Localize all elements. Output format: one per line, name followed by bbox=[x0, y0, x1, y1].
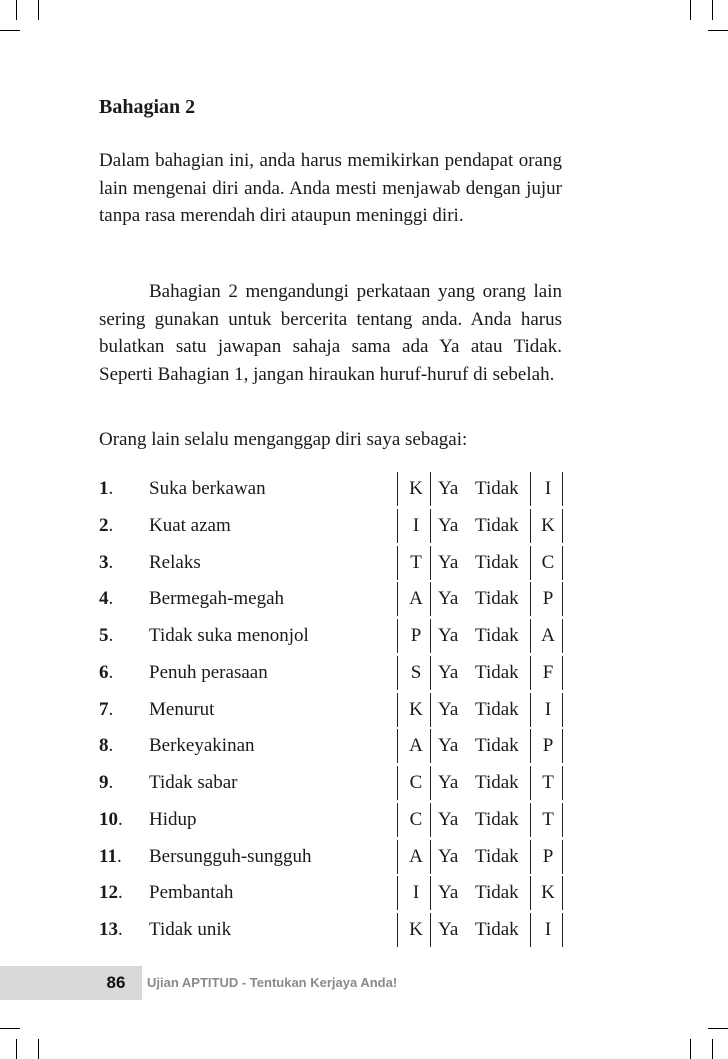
list-item bbox=[99, 733, 569, 759]
item-label: Penuh perasaan bbox=[149, 661, 268, 683]
list-item bbox=[99, 586, 569, 612]
item-label: Tidak unik bbox=[149, 919, 232, 940]
answer-tidak[interactable]: Tidak bbox=[475, 661, 519, 683]
answer-tidak[interactable]: Tidak bbox=[475, 772, 519, 793]
item-number: 3. bbox=[99, 551, 114, 573]
item-number: 9. bbox=[99, 772, 114, 793]
item-number: 4. bbox=[99, 588, 114, 610]
column-divider bbox=[397, 619, 398, 653]
column-divider bbox=[397, 656, 398, 690]
column-divider bbox=[430, 472, 431, 506]
crop-mark bbox=[708, 30, 728, 31]
answer-ya[interactable]: Ya bbox=[438, 808, 459, 830]
answer-ya[interactable]: Ya bbox=[438, 588, 459, 610]
column-divider bbox=[562, 766, 563, 800]
answer-ya[interactable]: Ya bbox=[438, 478, 459, 499]
column-divider bbox=[562, 546, 563, 580]
code-right: I bbox=[544, 478, 552, 499]
list-item bbox=[99, 550, 569, 576]
item-number: 7. bbox=[99, 698, 114, 720]
crop-mark bbox=[690, 0, 691, 20]
list-item bbox=[99, 513, 569, 539]
answer-tidak[interactable]: Tidak bbox=[475, 588, 519, 610]
code-left: S bbox=[410, 661, 422, 683]
code-right: P bbox=[542, 735, 554, 757]
column-divider bbox=[562, 729, 563, 763]
item-label: Kuat azam bbox=[149, 514, 231, 536]
code-right: I bbox=[544, 919, 552, 940]
column-divider bbox=[397, 803, 398, 837]
item-label: Relaks bbox=[149, 551, 201, 573]
code-right: F bbox=[542, 661, 554, 683]
crop-mark bbox=[712, 1039, 713, 1059]
item-number: 5. bbox=[99, 625, 114, 646]
column-divider bbox=[562, 840, 563, 874]
item-label: Bersungguh-sungguh bbox=[149, 845, 312, 867]
list-item bbox=[99, 880, 569, 906]
code-right: K bbox=[541, 882, 555, 904]
code-left: I bbox=[412, 514, 420, 536]
column-divider bbox=[397, 472, 398, 506]
column-divider bbox=[430, 546, 431, 580]
column-divider bbox=[430, 840, 431, 874]
column-divider bbox=[397, 546, 398, 580]
column-divider bbox=[530, 472, 531, 506]
answer-tidak[interactable]: Tidak bbox=[475, 551, 519, 573]
list-item bbox=[99, 844, 569, 870]
column-divider bbox=[430, 729, 431, 763]
list-item bbox=[99, 807, 569, 833]
column-divider bbox=[397, 729, 398, 763]
column-divider bbox=[530, 619, 531, 653]
code-left: K bbox=[409, 919, 423, 940]
item-number: 13. bbox=[99, 919, 123, 940]
code-left: C bbox=[409, 808, 423, 830]
list-item bbox=[99, 917, 569, 943]
item-number: 8. bbox=[99, 735, 114, 757]
answer-tidak[interactable]: Tidak bbox=[475, 845, 519, 867]
code-right: T bbox=[542, 808, 554, 830]
column-divider bbox=[430, 766, 431, 800]
answer-tidak[interactable]: Tidak bbox=[475, 882, 519, 904]
item-label: Berkeyakinan bbox=[149, 735, 255, 757]
column-divider bbox=[430, 509, 431, 543]
crop-mark bbox=[38, 0, 39, 20]
code-right: I bbox=[544, 698, 552, 720]
column-divider bbox=[530, 546, 531, 580]
column-divider bbox=[430, 656, 431, 690]
answer-ya[interactable]: Ya bbox=[438, 661, 459, 683]
column-divider bbox=[562, 509, 563, 543]
item-label: Tidak sabar bbox=[149, 772, 238, 793]
code-left: C bbox=[409, 772, 423, 793]
column-divider bbox=[397, 582, 398, 616]
crop-mark bbox=[0, 1028, 20, 1029]
code-left: A bbox=[409, 845, 423, 867]
book-title: Ujian APTITUD - Tentukan Kerjaya Anda! bbox=[147, 975, 398, 990]
crop-mark bbox=[16, 1039, 17, 1059]
item-label: Hidup bbox=[149, 808, 197, 830]
column-divider bbox=[562, 913, 563, 947]
column-divider bbox=[430, 693, 431, 727]
code-right: K bbox=[541, 514, 555, 536]
answer-tidak[interactable]: Tidak bbox=[475, 514, 519, 536]
answer-tidak[interactable]: Tidak bbox=[475, 478, 519, 499]
column-divider bbox=[397, 913, 398, 947]
section-heading: Bahagian 2 bbox=[99, 96, 196, 118]
answer-ya[interactable]: Ya bbox=[438, 845, 459, 867]
crop-mark bbox=[38, 1039, 39, 1059]
column-divider bbox=[562, 656, 563, 690]
item-label: Pembantah bbox=[149, 882, 234, 904]
item-number: 6. bbox=[99, 661, 114, 683]
item-number: 10. bbox=[99, 808, 123, 830]
code-left: A bbox=[409, 588, 423, 610]
column-divider bbox=[430, 913, 431, 947]
column-divider bbox=[530, 729, 531, 763]
crop-mark bbox=[712, 0, 713, 20]
item-number: 1. bbox=[99, 478, 114, 499]
answer-ya[interactable]: Ya bbox=[438, 551, 459, 573]
item-number: 11. bbox=[99, 845, 122, 867]
answer-ya[interactable]: Ya bbox=[438, 919, 459, 940]
crop-mark bbox=[16, 0, 17, 20]
instruction-paragraph: Bahagian 2 mengandungi perkataan yang orang lain sering gunakan untuk bercerita tentang anda. Anda harus bulatkan satu jawapan sahaja sama ada Ya atau Tidak. Seperti Bahagian 1, jangan hiraukan huruf-huruf di sebelah. bbox=[99, 281, 562, 385]
list-item bbox=[99, 623, 569, 649]
code-left: T bbox=[410, 551, 422, 573]
column-divider bbox=[430, 803, 431, 837]
code-left: P bbox=[410, 625, 422, 646]
item-label: Tidak suka menonjol bbox=[149, 625, 309, 646]
item-label: Suka berkawan bbox=[149, 478, 266, 499]
column-divider bbox=[562, 472, 563, 506]
list-item bbox=[99, 770, 569, 796]
question-prompt: Orang lain selalu menganggap diri saya sebagai: bbox=[99, 429, 468, 450]
column-divider bbox=[397, 876, 398, 910]
page-number: 86 bbox=[106, 973, 126, 992]
column-divider bbox=[530, 582, 531, 616]
column-divider bbox=[530, 913, 531, 947]
answer-ya[interactable]: Ya bbox=[438, 882, 459, 904]
item-number: 12. bbox=[99, 882, 123, 904]
code-left: A bbox=[409, 735, 423, 757]
item-label: Bermegah-megah bbox=[149, 588, 285, 610]
answer-ya[interactable]: Ya bbox=[438, 735, 459, 757]
answer-tidak[interactable]: Tidak bbox=[475, 808, 519, 830]
answer-tidak[interactable]: Tidak bbox=[475, 698, 519, 720]
answer-ya[interactable]: Ya bbox=[438, 698, 459, 720]
list-item bbox=[99, 660, 569, 686]
column-divider bbox=[530, 766, 531, 800]
crop-mark bbox=[690, 1039, 691, 1059]
column-divider bbox=[530, 693, 531, 727]
code-left: K bbox=[409, 478, 423, 499]
column-divider bbox=[430, 876, 431, 910]
column-divider bbox=[530, 840, 531, 874]
column-divider bbox=[430, 619, 431, 653]
code-left: K bbox=[409, 698, 423, 720]
column-divider bbox=[430, 582, 431, 616]
code-right: P bbox=[542, 845, 554, 867]
code-right: T bbox=[542, 772, 554, 793]
column-divider bbox=[530, 876, 531, 910]
answer-tidak[interactable]: Tidak bbox=[475, 919, 519, 940]
column-divider bbox=[530, 803, 531, 837]
column-divider bbox=[562, 582, 563, 616]
item-number: 2. bbox=[99, 514, 114, 536]
column-divider bbox=[562, 619, 563, 653]
item-label: Menurut bbox=[149, 698, 215, 720]
column-divider bbox=[397, 840, 398, 874]
column-divider bbox=[530, 656, 531, 690]
column-divider bbox=[397, 693, 398, 727]
column-divider bbox=[397, 509, 398, 543]
intro-paragraph: Dalam bahagian ini, anda harus memikirkan pendapat orang lain mengenai diri anda. Anda mesti menjawab dengan jujur tanpa rasa merendah diri ataupun meninggi diri. bbox=[99, 150, 562, 226]
code-right: P bbox=[542, 588, 554, 610]
answer-ya[interactable]: Ya bbox=[438, 514, 459, 536]
list-item bbox=[99, 697, 569, 723]
list-item bbox=[99, 476, 569, 502]
code-right: C bbox=[541, 551, 555, 573]
crop-mark bbox=[0, 30, 20, 31]
column-divider bbox=[562, 876, 563, 910]
answer-tidak[interactable]: Tidak bbox=[475, 625, 519, 646]
answer-tidak[interactable]: Tidak bbox=[475, 735, 519, 757]
column-divider bbox=[562, 693, 563, 727]
crop-mark bbox=[708, 1028, 728, 1029]
answer-ya[interactable]: Ya bbox=[438, 625, 459, 646]
column-divider bbox=[562, 803, 563, 837]
answer-ya[interactable]: Ya bbox=[438, 772, 459, 793]
code-right: A bbox=[541, 625, 555, 646]
column-divider bbox=[530, 509, 531, 543]
column-divider bbox=[397, 766, 398, 800]
code-left: I bbox=[412, 882, 420, 904]
